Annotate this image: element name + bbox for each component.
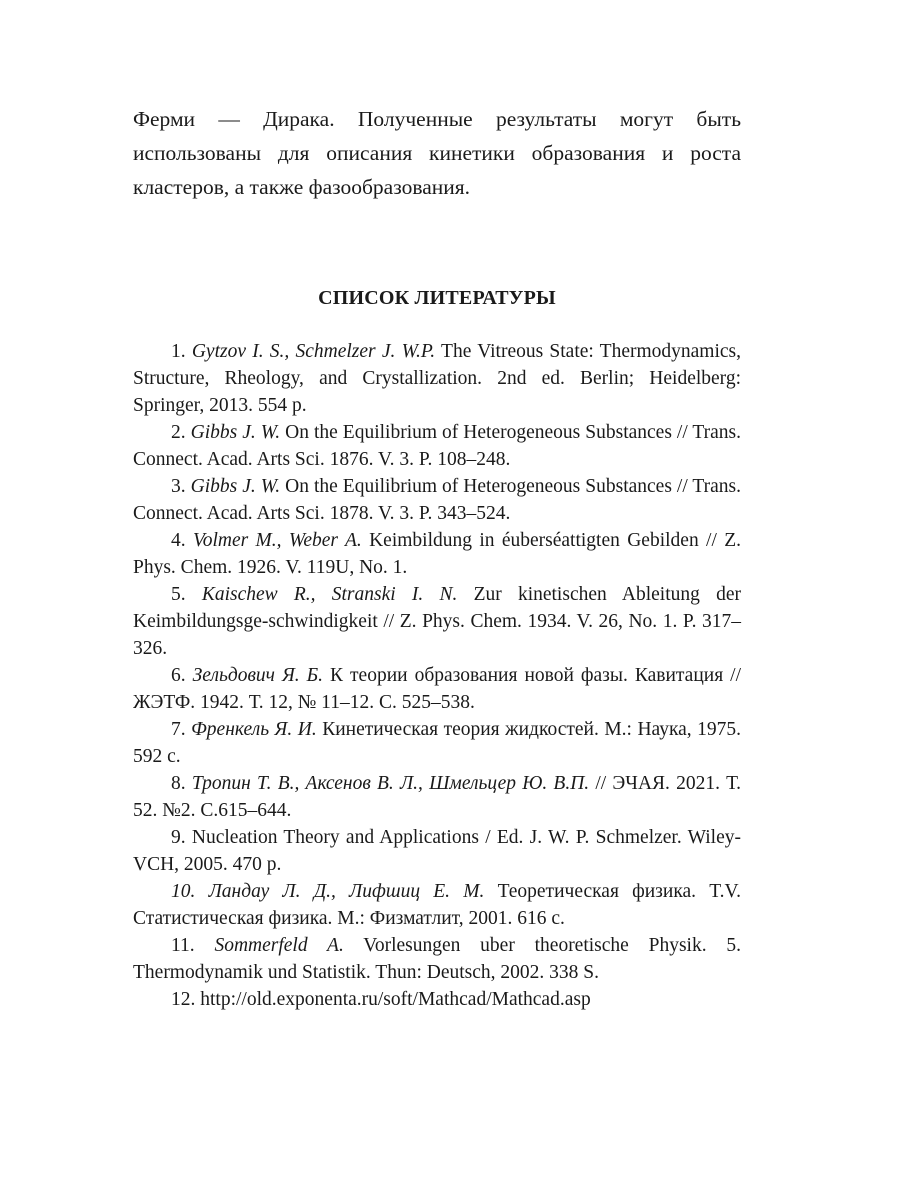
reference-text: Nucleation Theory and Applications / Ed. J. W. P. Schmelzer. Wiley-VCH, 2005. 470 p. [133,827,741,875]
reference-item [133,932,741,986]
reference-number: 7. [171,719,186,740]
reference-authors: Тропин Т. В., Аксенов В. Л., Шмельцер Ю. В.П. [191,773,590,794]
document-page [133,102,741,1013]
reference-number: 1. [171,341,186,362]
reference-number: 10. [171,881,196,902]
reference-item [133,716,741,770]
reference-item [133,878,741,932]
reference-number: 6. [171,665,186,686]
reference-text: Кинетическая теория жидкостей. М.: Наука, 1975. 592 с. [133,719,742,767]
reference-authors: Gibbs J. W. [190,476,281,497]
reference-number: 5. [171,584,186,605]
reference-authors: Kaischew R., Stranski I. N. [201,584,458,605]
reference-number: 2. [171,422,186,443]
reference-item [133,662,741,716]
reference-number: 12. [171,989,196,1010]
reference-authors: Volmer M., Weber A. [192,530,362,551]
reference-text: On the Equilibrium of Heterogeneous Substances // Trans. Connect. Acad. Arts Sci. 1878. V. 3. P. 343–524. [133,476,741,524]
reference-number: 9. [171,827,186,848]
reference-item [133,824,741,878]
reference-list [133,338,741,1013]
reference-text: Теоретическая физика. T.V. Статистическая физика. М.: Физматлит, 2001. 616 с. [133,881,742,929]
reference-item [133,986,741,1013]
reference-text: Vorlesungen uber theoretische Physik. 5. Thermodynamik und Statistik. Thun: Deutsch, 2002. 338 S. [133,935,741,983]
reference-url[interactable]: http://old.exponenta.ru/soft/Mathcad/Mathcad.asp [195,989,591,1010]
reference-number: 4. [171,530,186,551]
references-heading: СПИСОК ЛИТЕРАТУРЫ [318,287,556,309]
reference-item [133,419,741,473]
reference-item [133,527,741,581]
reference-text: On the Equilibrium of Heterogeneous Substances // Trans. Connect. Acad. Arts Sci. 1876. V. 3. P. 108–248. [133,422,741,470]
reference-item [133,338,741,419]
reference-item [133,770,741,824]
reference-text: The Vitreous State: Thermodynamics, Structure, Rheology, and Crystallization. 2nd ed. Berlin; Heidelberg: Springer, 2013. 554 p. [133,341,742,416]
reference-authors: Ландау Л. Д., Лифшиц Е. М. [208,881,485,902]
intro-paragraph: Ферми — Дирака. Полученные результаты могут быть использованы для описания кинетики образования и роста кластеров, а также фазообразования. [133,107,741,199]
reference-item [133,473,741,527]
reference-authors: Френкель Я. И. [191,719,317,740]
reference-number: 11. [171,935,195,956]
reference-item [133,581,741,662]
reference-text: К теории образования новой фазы. Кавитация // ЖЭТФ. 1942. Т. 12, № 11–12. С. 525–538. [133,665,741,713]
reference-text: // ЭЧАЯ. 2021. Т. 52. №2. С.615–644. [133,773,741,821]
reference-authors: Sommerfeld A. [214,935,344,956]
reference-authors: Зельдович Я. Б. [192,665,324,686]
reference-text: Keimbildung in éuberséattigten Gebilden // Z. Phys. Chem. 1926. V. 119U, No. 1. [133,530,741,578]
reference-number: 8. [171,773,186,794]
reference-authors: Gibbs J. W. [190,422,281,443]
reference-text: Zur kinetischen Ableitung der Keimbildungsge-schwindigkeit // Z. Phys. Chem. 1934. V. 26, No. 1. P. 317–326. [133,584,741,659]
reference-number: 3. [171,476,186,497]
reference-authors: Gytzov I. S., Schmelzer J. W.P. [191,341,436,362]
